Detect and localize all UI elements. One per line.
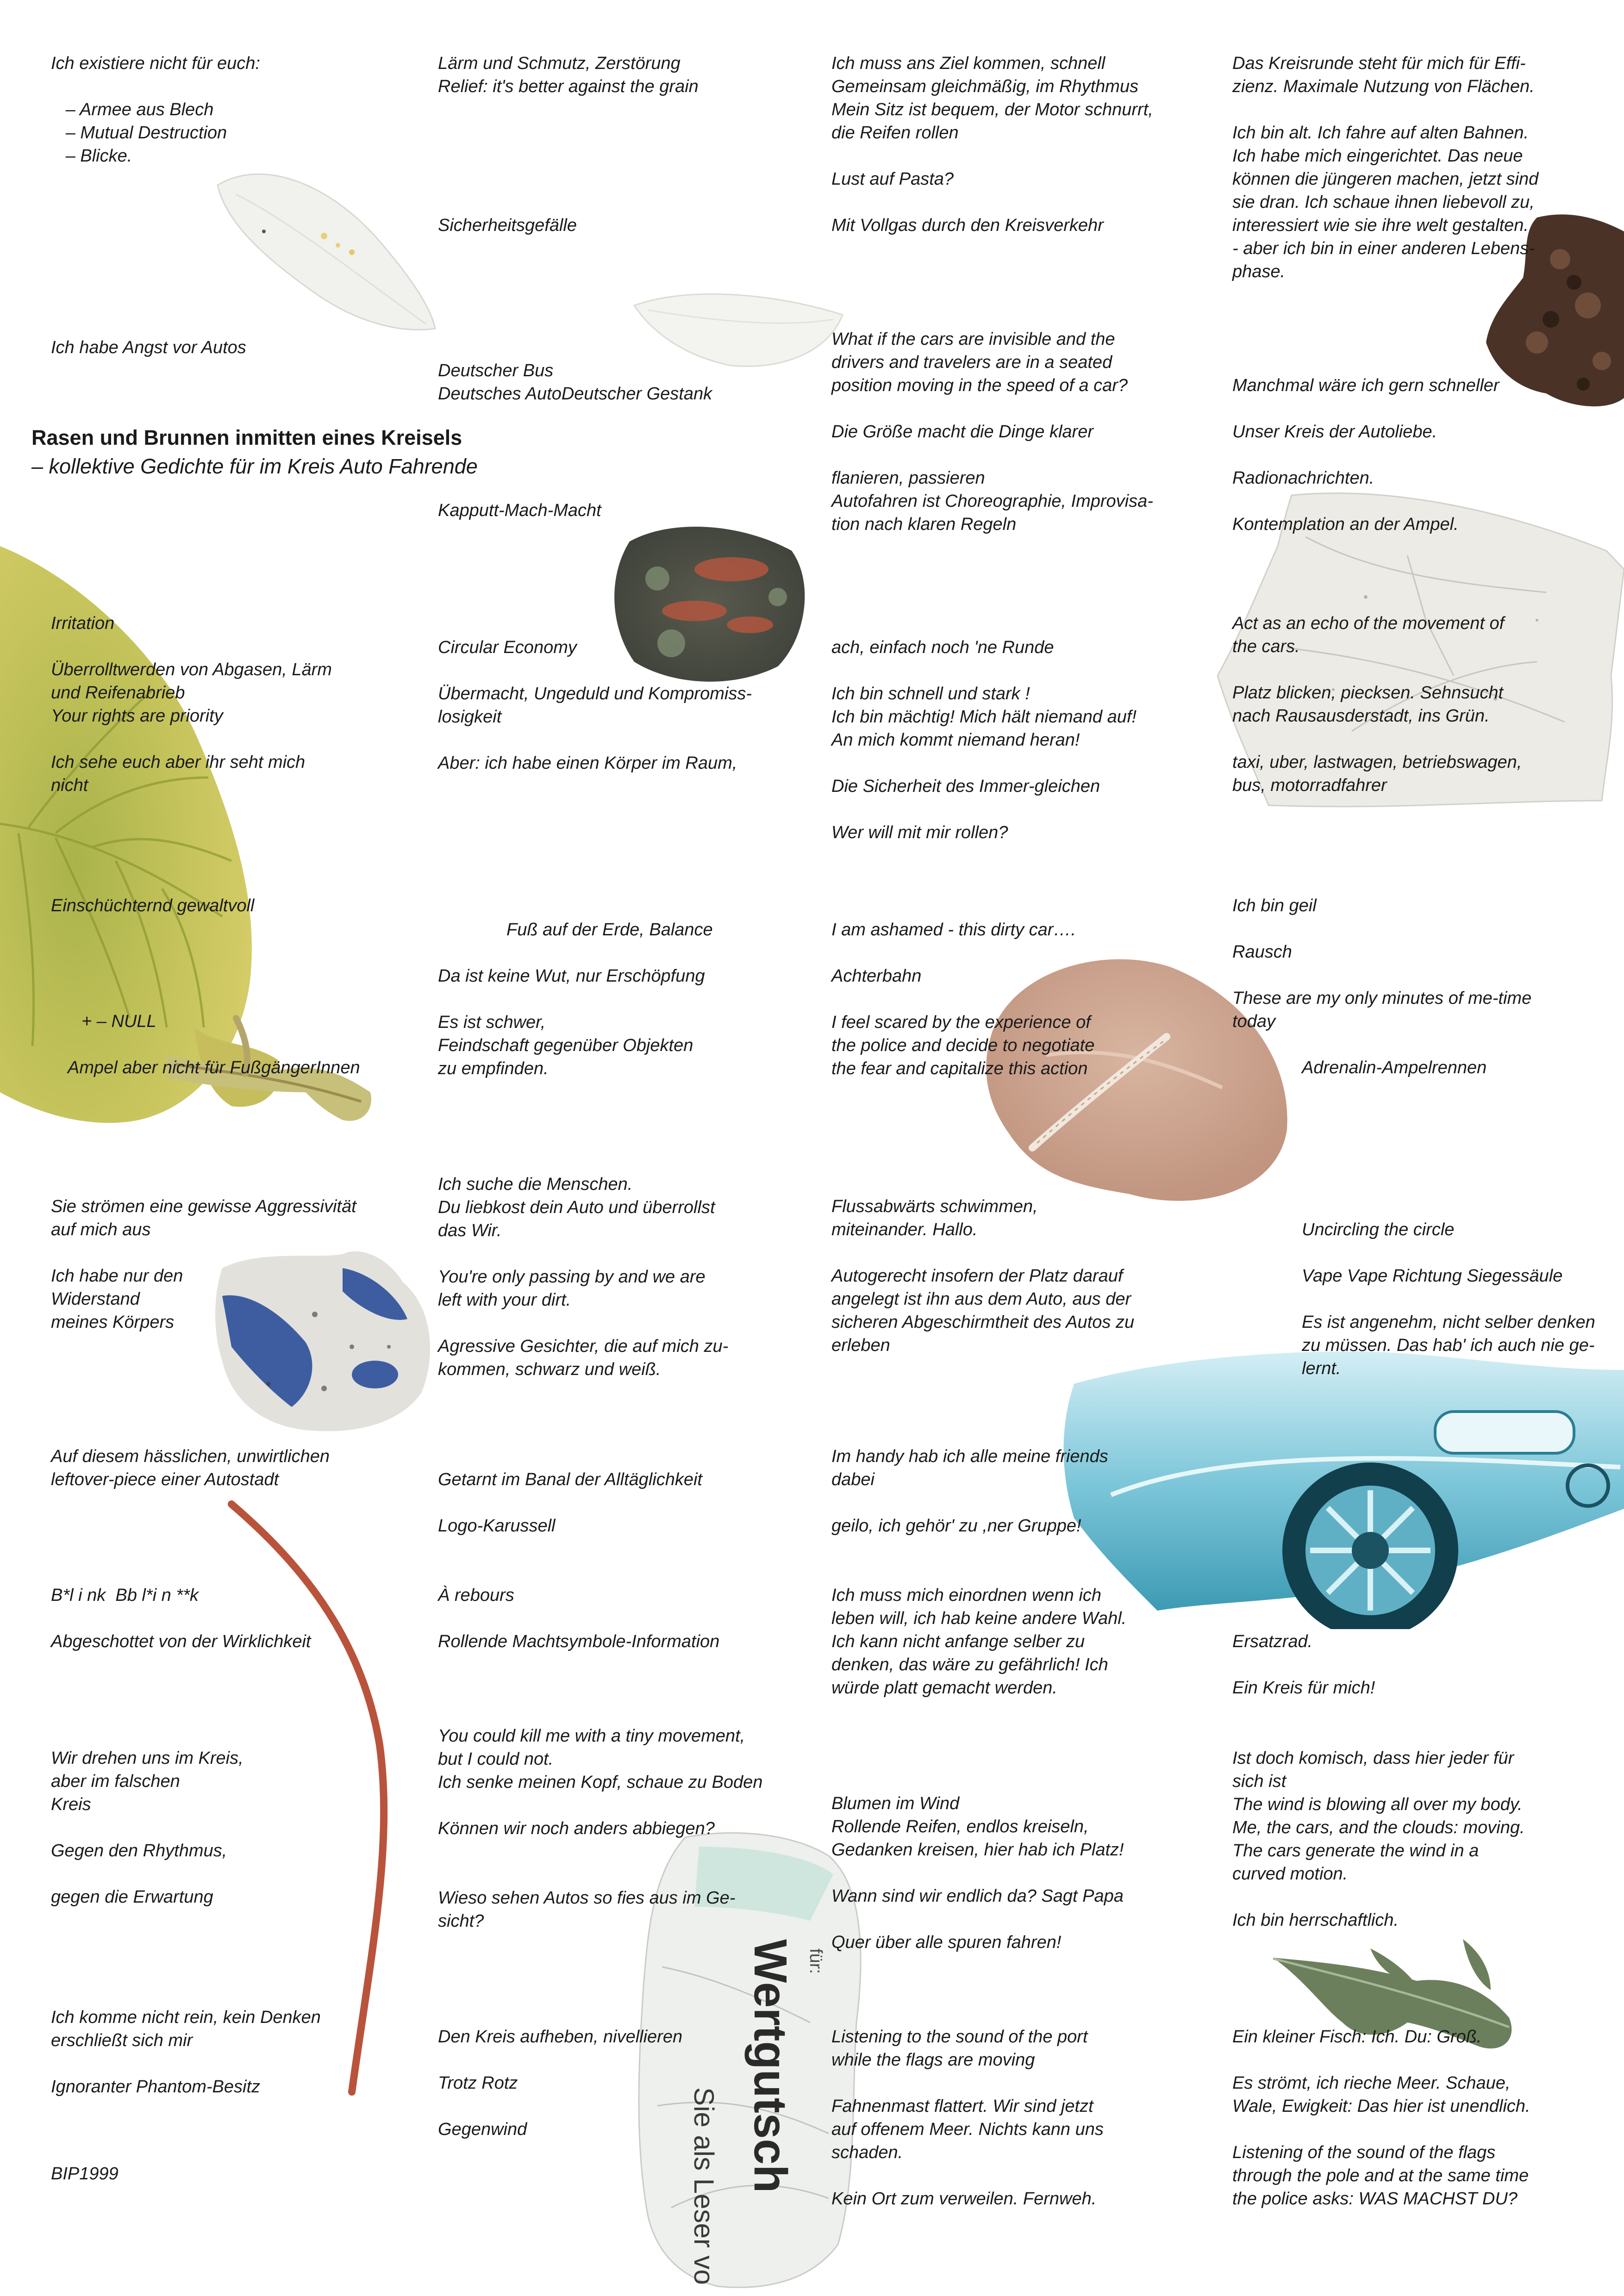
poem-block: [51, 52, 260, 168]
poem-line: sicht?: [438, 1911, 484, 1931]
poem-line: [438, 659, 752, 682]
poem-line: Act as an echo of the movement of: [1232, 614, 1505, 633]
poem-line: Kreis: [51, 1795, 91, 1814]
poem-block: [438, 359, 712, 405]
poem-line: zienz. Maximale Nutzung von Flächen.: [1232, 77, 1535, 96]
poem-line: [438, 1242, 728, 1265]
poem-line: Lärm und Schmutz, Zerstörung: [438, 54, 681, 73]
poem-block: [438, 2025, 682, 2141]
poem-line: aber im falschen: [51, 1772, 180, 1791]
poem-block: [506, 918, 713, 941]
poem-line: zu müssen. Das hab' ich auch nie ge-: [1302, 1336, 1595, 1355]
poem-line: [438, 1794, 762, 1817]
poem-line: Abgeschottet von der Wirklichkeit: [51, 1632, 311, 1651]
poem-line: Autofahren ist Choreographie, Improvisa-: [831, 492, 1153, 511]
poem-line: erleben: [831, 1336, 890, 1355]
poem-block: [831, 1195, 1134, 1357]
poem-line: Ich sehe euch aber ihr seht mich: [51, 753, 306, 772]
poem-line: Achterbahn: [831, 966, 922, 986]
poem-line: Ein kleiner Fisch: Ich. Du: Groß.: [1232, 2027, 1482, 2047]
poem-line: Listening to the sound of the port: [831, 2027, 1088, 2047]
poem-line: [51, 728, 332, 751]
poem-line: [438, 1863, 762, 1886]
poem-line: Du liebkost dein Auto und überrollst: [438, 1198, 715, 1217]
poem-line: [51, 1241, 356, 1264]
poem-line: Relief: it's better against the grain: [438, 77, 699, 96]
poem-block: [438, 499, 601, 522]
poem-block: [1232, 52, 1538, 283]
poem-line: losigkeit: [438, 707, 502, 727]
poem-line: Wann sind wir endlich da? Sagt Papa: [831, 1886, 1124, 1906]
poem-block: [51, 2006, 321, 2098]
poem-line: I feel scared by the experience of: [831, 1013, 1091, 1032]
poem-line: Ignoranter Phantom-Besitz: [51, 2077, 261, 2097]
poem-line: Rollende Reifen, endlos kreiseln,: [831, 1817, 1089, 1836]
poem-block: [1302, 1056, 1487, 1079]
poem-line: meines Körpers: [51, 1313, 175, 1332]
poem-line: gegen die Erwartung: [51, 1887, 213, 1907]
poem-block: [1232, 894, 1531, 1033]
poem-line: An mich kommt niemand heran!: [831, 730, 1080, 750]
poem-line: Circular Economy: [438, 638, 577, 657]
poem-line: Ampel aber nicht für FußgängerInnen: [68, 1058, 360, 1077]
poem-block: [831, 1792, 1124, 1954]
poem-line: Sie strömen eine gewisse Aggressivität: [51, 1197, 356, 1216]
poem-line: geilo, ich gehör' zu ,ner Gruppe!: [831, 1516, 1081, 1536]
poem-line: [51, 1607, 311, 1630]
poem-line: Lust auf Pasta?: [831, 169, 954, 189]
poem-block: [831, 328, 1153, 536]
poem-line: Es ist angenehm, nicht selber denken: [1302, 1313, 1595, 1332]
poem-line: Ich bin alt. Ich fahre auf alten Bahnen.: [1232, 123, 1529, 143]
poem-line: Ich muss ans Ziel kommen, schnell: [831, 54, 1106, 73]
poem-line: lernt.: [1302, 1359, 1341, 1378]
poem-line: Auf diesem hässlichen, unwirtlichen: [51, 1447, 330, 1466]
poem-line: The cars generate the wind in a: [1232, 1841, 1479, 1860]
poem-line: [831, 2072, 1104, 2095]
poem-line: [1232, 2118, 1530, 2141]
poem-line: Rausch: [1232, 942, 1292, 962]
poem-line: [831, 144, 1153, 168]
poem-line: Rollende Machtsymbole-Information: [438, 1632, 720, 1651]
poem-line: Your rights are priority: [51, 706, 223, 726]
poem-line: Platz blicken, piecksen. Sehnsucht: [1232, 683, 1504, 703]
poem-line: [1232, 490, 1499, 513]
poem-line: [831, 191, 1153, 214]
poem-block: [438, 52, 699, 98]
poem-line: zu empfinden.: [438, 1059, 549, 1078]
poem-line: Sicherheitsgefälle: [438, 216, 577, 235]
poem-line: das Wir.: [438, 1221, 502, 1240]
poem-block: [1232, 374, 1499, 536]
poem-line: À rebours: [438, 1586, 514, 1605]
poem-block: [51, 1445, 330, 1491]
poem-line: [831, 1908, 1124, 1931]
poem-block: [831, 2025, 1104, 2210]
poem-line: Trotz Rotz: [438, 2073, 518, 2093]
poem-line: [438, 1840, 762, 1863]
poem-block: [51, 612, 332, 797]
poem-line: – Armee aus Blech: [51, 100, 214, 119]
poem-line: Fahnenmast flattert. Wir sind jetzt: [831, 2097, 1093, 2116]
poem-block: [51, 894, 254, 917]
poem-line: Gegen den Rhythmus,: [51, 1841, 227, 1860]
poem-block: [831, 636, 1137, 844]
poem-line: the cars.: [1232, 637, 1300, 656]
poem-line: sie dran. Ich schaue ihnen liebevoll zu,: [1232, 193, 1535, 212]
poem-line: Im handy hab ich alle meine friends: [831, 1447, 1108, 1466]
poem-line: denken, das wäre zu gefährlich! Ich: [831, 1655, 1108, 1674]
poem-line: The wind is blowing all over my body.: [1232, 1795, 1523, 1814]
poem-line: These are my only minutes of me-time: [1232, 989, 1532, 1008]
newspaper-small-text: für:: [806, 1948, 825, 1974]
poem-line: Autogerecht insofern der Platz darauf: [831, 1266, 1123, 1286]
poem-line: – Blicke.: [51, 146, 132, 166]
poem-line: miteinander. Hallo.: [831, 1220, 978, 1239]
poem-line: Adrenalin-Ampelrennen: [1302, 1058, 1487, 1077]
poem-line: können die jüngeren machen, jetzt sind: [1232, 169, 1539, 189]
poem-block: [438, 214, 577, 237]
poem-line: Die Sicherheit des Immer-gleichen: [831, 777, 1100, 796]
poem-line: Ich existiere nicht für euch:: [51, 54, 260, 73]
poem-block: [51, 1584, 311, 1653]
poem-line: curved motion.: [1232, 1864, 1348, 1884]
poem-line: Getarnt im Banal der Alltäglichkeit: [438, 1470, 702, 1489]
poem-line: [438, 2048, 682, 2072]
poem-line: Wieso sehen Autos so fies aus im Ge-: [438, 1888, 736, 1908]
poem-line: [438, 728, 752, 752]
poem-block: [51, 1195, 356, 1334]
poem-line: erschließt sich mir: [51, 2031, 193, 2050]
poem-line: schaden.: [831, 2143, 903, 2162]
poem-line: Deutsches AutoDeutscher Gestank: [438, 384, 712, 404]
poem-line: You could kill me with a tiny movement,: [438, 1726, 745, 1746]
page-subtitle: – kollektive Gedichte für im Kreis Auto Fahrende: [31, 454, 478, 478]
poem-line: angelegt ist ihn aus dem Auto, aus der: [831, 1289, 1131, 1309]
poem-line: Mein Sitz ist bequem, der Motor schnurrt,: [831, 100, 1153, 119]
poem-line: [1302, 1288, 1595, 1311]
poem-line: Wir drehen uns im Kreis,: [51, 1748, 244, 1768]
poem-line: [831, 443, 1153, 467]
poem-line: Logo-Karussell: [438, 1516, 556, 1536]
poem-line: B*l i nk Bb l*i n **k: [51, 1586, 199, 1605]
poem-line: Kapputt-Mach-Macht: [438, 501, 601, 520]
newspaper-subline: Sie als Leser vo: [688, 2087, 719, 2285]
poem-line: Agressive Gesichter, die auf mich zu-: [438, 1337, 729, 1356]
poem-block: [51, 1747, 244, 1909]
poem-line: [438, 1491, 702, 1514]
poem-line: flanieren, passieren: [831, 468, 985, 488]
poem-line: Unser Kreis der Autoliebe.: [1232, 422, 1437, 442]
poem-line: [51, 75, 260, 98]
poem-line: kommen, schwarz und weiß.: [438, 1360, 661, 1379]
poem-line: Es ist schwer,: [438, 1013, 546, 1032]
poem-line: [438, 988, 705, 1011]
poem-line: Fuß auf der Erde, Balance: [506, 920, 713, 940]
poem-line: Ich habe mich eingerichtet. Das neue: [1232, 146, 1523, 166]
poem-block: [1232, 2025, 1530, 2210]
poem-line: Ersatzrad.: [1232, 1632, 1313, 1651]
poem-line: [51, 1816, 244, 1839]
poem-line: [438, 2095, 682, 2118]
poem-line: Ich habe nur den: [51, 1266, 183, 1286]
poem-block: [438, 1173, 728, 1381]
poem-line: interessiert wie sie ihre welt gestalten.: [1232, 216, 1529, 235]
poem-line: auf offenem Meer. Nichts kann uns: [831, 2120, 1104, 2139]
poem-line: – Mutual Destruction: [51, 123, 227, 143]
poem-line: BIP1999: [51, 2164, 119, 2184]
poem-line: Einschüchternd gewaltvoll: [51, 896, 255, 915]
poem-line: Ich kann nicht anfange selber zu: [831, 1632, 1085, 1651]
poem-block: [51, 336, 246, 359]
poem-line: [1302, 1241, 1595, 1264]
poem-line: Feindschaft gegenüber Objekten: [438, 1036, 693, 1055]
poem-line: dabei: [831, 1470, 874, 1489]
poem-line: Ein Kreis für mich!: [1232, 1678, 1375, 1698]
poem-line: Ich bin geil: [1232, 896, 1317, 915]
poem-line: + – NULL: [81, 1012, 156, 1031]
poem-block: [438, 1468, 702, 1537]
poem-line: Flussabwärts schwimmen,: [831, 1197, 1038, 1216]
poem-line: Deutscher Bus: [438, 361, 554, 380]
poem-line: Ich suche die Menschen.: [438, 1175, 633, 1194]
poem-block: [831, 52, 1153, 237]
poem-line: today: [1232, 1012, 1275, 1031]
poem-line: [51, 635, 332, 658]
poem-line: nicht: [51, 776, 88, 795]
poem-line: Wer will mit mir rollen?: [831, 823, 1008, 842]
poem-line: Aber: ich habe einen Körper im Raum,: [438, 753, 737, 773]
poem-line: You're only passing by and we are: [438, 1267, 706, 1287]
poem-block: [438, 636, 752, 775]
poem-line: [831, 988, 1094, 1011]
poem-line: Da ist keine Wut, nur Erschöpfung: [438, 966, 705, 986]
poem-line: leben will, ich hab keine andere Wahl.: [831, 1609, 1127, 1628]
poem-line: [1232, 397, 1499, 420]
poem-line: tion nach klaren Regeln: [831, 515, 1017, 534]
poem-block: [51, 2162, 119, 2185]
poem-line: Ich senke meinen Kopf, schaue zu Boden: [438, 1773, 763, 1792]
poem-line: [831, 941, 1094, 964]
poem-block: [438, 964, 705, 1080]
poem-line: drivers and travelers are in a seated: [831, 353, 1112, 372]
poem-line: die Reifen rollen: [831, 123, 959, 143]
poem-line: - aber ich bin in einer anderen Lebens-: [1232, 239, 1535, 258]
poem-line: Widerstand: [51, 1289, 140, 1309]
poem-line: [1232, 2048, 1530, 2072]
poem-block: [831, 1445, 1108, 1537]
poem-line: auf mich aus: [51, 1220, 151, 1239]
poem-line: Das Kreisrunde steht für mich für Effi-: [1232, 54, 1526, 73]
poem-line: Vape Vape Richtung Siegessäule: [1302, 1266, 1563, 1286]
poem-block: [831, 918, 1094, 1080]
poem-line: Ich bin herrschaftlich.: [1232, 1910, 1399, 1930]
poem-line: [1232, 98, 1538, 121]
poem-line: [51, 1862, 244, 1885]
poem-line: Blumen im Wind: [831, 1794, 960, 1813]
poem-line: [1232, 443, 1499, 467]
poem-line: [831, 659, 1137, 682]
poem-line: I am ashamed - this dirty car….: [831, 920, 1076, 940]
poem-block: [438, 1584, 719, 1653]
poem-line: [1232, 917, 1531, 940]
poem-line: Listening of the sound of the flags: [1232, 2143, 1496, 2162]
poem-line: phase.: [1232, 262, 1286, 281]
poem-line: Es strömt, ich rieche Meer. Schaue,: [1232, 2073, 1511, 2093]
poem-line: Ist doch komisch, dass hier jeder für: [1232, 1748, 1514, 1768]
poem-line: Den Kreis aufheben, nivellieren: [438, 2027, 683, 2047]
poem-line: position moving in the speed of a car?: [831, 376, 1128, 395]
poem-line: [438, 1607, 719, 1630]
poem-line: würde platt gemacht werden.: [831, 1678, 1057, 1698]
poem-line: Ich bin schnell und stark !: [831, 684, 1030, 703]
poem-line: [831, 1491, 1108, 1514]
poem-line: [1232, 1885, 1525, 1909]
poem-line: [1232, 728, 1522, 751]
poem-block: [438, 1724, 762, 1933]
poem-line: leftover-piece einer Autostadt: [51, 1470, 279, 1489]
poem-line: Me, the cars, and the clouds: moving.: [1232, 1818, 1525, 1837]
poem-line: Kontemplation an der Ampel.: [1232, 515, 1459, 534]
poem-line: left with your dirt.: [438, 1290, 571, 1310]
poem-line: Uncircling the circle: [1302, 1220, 1455, 1239]
poem-line: bus, motorradfahrer: [1232, 776, 1387, 795]
poem-line: Ich bin mächtig! Mich hält niemand auf!: [831, 707, 1137, 727]
poem-line: und Reifenabrieb: [51, 683, 185, 703]
poem-line: while the flags are moving: [831, 2050, 1035, 2070]
poem-line: through the pole and at the same time: [1232, 2166, 1529, 2185]
poem-line: the fear and capitalize this action: [831, 1059, 1088, 1078]
poem-line: [831, 798, 1137, 821]
poem-line: What if the cars are invisible and the: [831, 330, 1115, 349]
poem-line: Irritation: [51, 614, 115, 633]
poem-line: nach Rausausderstadt, ins Grün.: [1232, 706, 1490, 726]
poem-line: but I could not.: [438, 1749, 554, 1769]
poem-block: [68, 1056, 360, 1079]
poem-line: Ich habe Angst vor Autos: [51, 338, 246, 357]
poem-line: [51, 2052, 321, 2075]
poem-line: [438, 1312, 728, 1335]
poem-line: [831, 1861, 1124, 1885]
poem-line: Radionachrichten.: [1232, 468, 1374, 488]
poem-line: Ich muss mich einordnen wenn ich: [831, 1586, 1101, 1605]
newspaper-headline: Wertgutsch: [744, 1939, 796, 2193]
white-petal-image: [208, 157, 449, 342]
poem-line: [1232, 964, 1531, 987]
poem-line: the police and decide to negotiate: [831, 1036, 1095, 1055]
poem-line: [831, 752, 1137, 775]
poem-line: sicheren Abgeschirmtheit des Autos zu: [831, 1313, 1135, 1332]
poem-line: Quer über alle spuren fahren!: [831, 1933, 1062, 1952]
poem-line: Überrolltwerden von Abgasen, Lärm: [51, 660, 332, 679]
poem-line: the police asks: WAS MACHST DU?: [1232, 2189, 1518, 2209]
poem-line: Ich komme nicht rein, kein Denken: [51, 2008, 321, 2027]
poem-line: Gemeinsam gleichmäßig, im Rhythmus: [831, 77, 1139, 96]
poem-line: Übermacht, Ungeduld und Kompromiss-: [438, 684, 752, 703]
poem-line: [1232, 1653, 1375, 1676]
poem-line: Gedanken kreisen, hier hab ich Platz!: [831, 1840, 1124, 1860]
poem-block: [1232, 1747, 1525, 1932]
poem-line: taxi, uber, lastwagen, betriebswagen,: [1232, 753, 1522, 772]
poem-line: Gegenwind: [438, 2120, 527, 2139]
poem-block: [1232, 612, 1522, 797]
poem-block: [1302, 1218, 1595, 1380]
poem-line: Mit Vollgas durch den Kreisverkehr: [831, 216, 1104, 235]
page-title: Rasen und Brunnen inmitten eines Kreisels: [31, 426, 462, 449]
poem-line: [831, 2164, 1104, 2187]
poem-block: [831, 1584, 1126, 1699]
poem-line: Manchmal wäre ich gern schneller: [1232, 376, 1499, 395]
poem-line: Wale, Ewigkeit: Das hier ist unendlich.: [1232, 2097, 1530, 2116]
poem-line: Können wir noch anders abbiegen?: [438, 1819, 715, 1838]
poem-line: Die Größe macht die Dinge klarer: [831, 422, 1093, 442]
poem-line: Kein Ort zum verweilen. Fernweh.: [831, 2189, 1097, 2209]
poem-line: ach, einfach noch 'ne Runde: [831, 638, 1054, 657]
poem-line: sich ist: [1232, 1772, 1287, 1791]
poem-block: [81, 1010, 156, 1033]
poem-line: [831, 397, 1153, 420]
poem-block: [1232, 1630, 1375, 1699]
poem-line: [1232, 658, 1522, 681]
poem-line: [831, 1241, 1134, 1264]
